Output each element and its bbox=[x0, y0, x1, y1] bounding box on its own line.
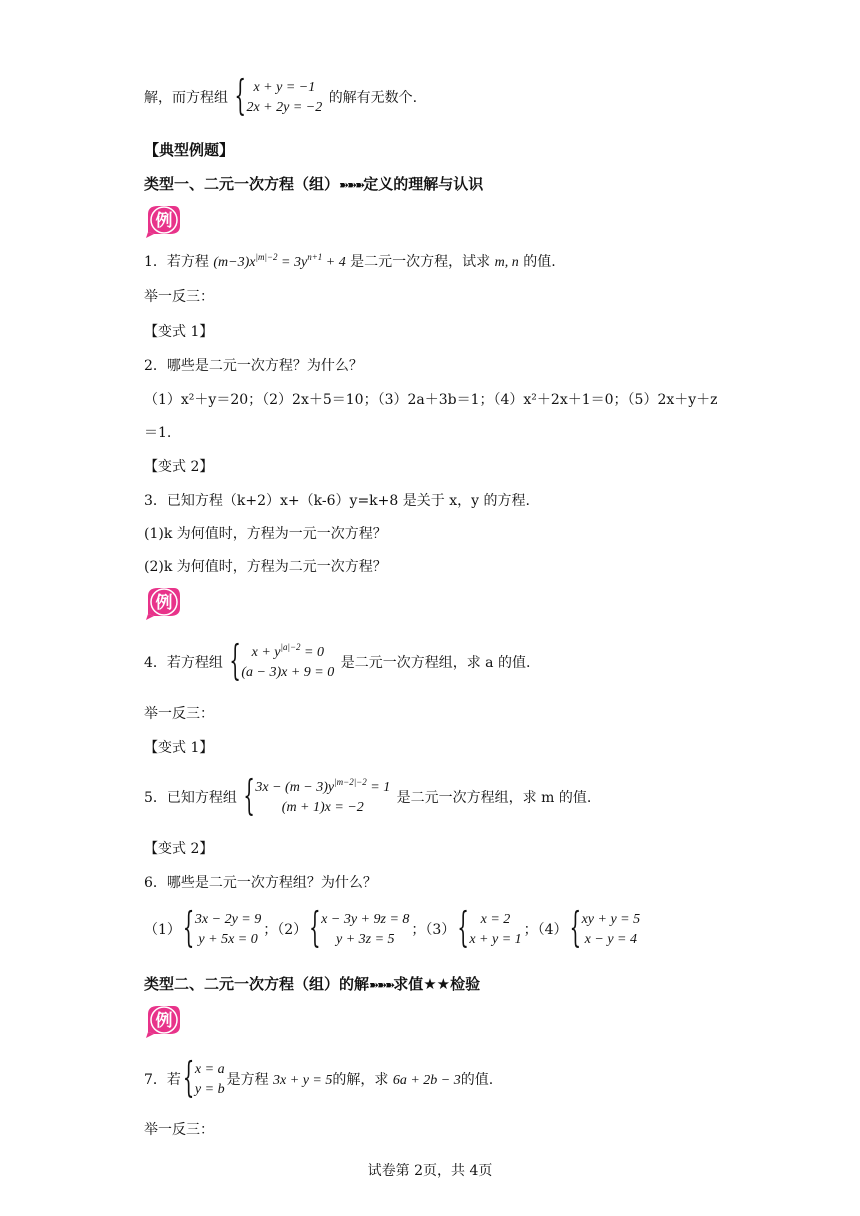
q5-system: { $3x - (m - 3)y^{|m-2|-2} = 1$ (m + 1)x = −2 bbox=[243, 772, 391, 821]
type1-tail: 定义的理解与认识 bbox=[363, 175, 484, 193]
q7-eq: 3x + y = 5 bbox=[273, 1073, 333, 1088]
q6-system-3: { x = 2 x + y = 1 bbox=[457, 904, 522, 953]
intro-line bbox=[144, 72, 418, 121]
q7-expr: 6a + 2b − 3 bbox=[392, 1073, 461, 1088]
jyfs-1: 举一反三： bbox=[144, 289, 214, 305]
q6-system-1: { 3x − 2y = 9 y + 5x = 0 bbox=[182, 904, 262, 953]
jyfs-3: 举一反三： bbox=[144, 1122, 214, 1138]
q6-eq: x − y = 4 bbox=[584, 932, 637, 947]
q6-items bbox=[144, 904, 642, 953]
q6-eq: y + 3z = 5 bbox=[336, 932, 395, 947]
question-4 bbox=[144, 637, 531, 686]
page-footer: 试卷第 2页，共 4页 bbox=[367, 1163, 493, 1179]
type1-heading bbox=[144, 174, 483, 195]
question-1 bbox=[144, 252, 556, 273]
q3-part2: (2)k 为何值时，方程为二元一次方程？ bbox=[144, 559, 387, 575]
q4-eq1: $x + y^{|a|-2} = 0$ bbox=[251, 642, 324, 660]
intro-suffix: 的解有无数个. bbox=[328, 90, 418, 106]
q7-num: 7．若 bbox=[144, 1072, 181, 1088]
q2-items: （1）x²＋y＝20；（2）2x＋5＝10；（3）2a＋3b＝1；（4）x²＋2x＋1＝0；（5）2x＋y＋z bbox=[144, 392, 718, 408]
badge-label: 例 bbox=[155, 211, 173, 231]
q6-item-label: （3） bbox=[425, 922, 456, 938]
type2-mid: 求值 bbox=[393, 975, 424, 993]
example-badge-icon bbox=[144, 586, 182, 620]
badge-label: 例 bbox=[155, 593, 173, 613]
question-3: 3．已知方程（k+2）x+（k-6）y=k+8 是关于 x，y 的方程. bbox=[144, 493, 530, 509]
q4-num: 4．若方程组 bbox=[144, 655, 223, 671]
q7-end: 的值. bbox=[460, 1072, 494, 1088]
q6-item-label: （4） bbox=[537, 922, 568, 938]
intro-eq2: 2x + 2y = −2 bbox=[246, 100, 323, 115]
variant-2-label: 【变式 2】 bbox=[144, 459, 214, 475]
star-icon: ★★ bbox=[423, 975, 451, 993]
variant-1-label: 【变式 1】 bbox=[144, 740, 214, 756]
q6-sep: ； bbox=[411, 922, 426, 938]
arrows-icon: ➽➽➽ bbox=[369, 978, 394, 992]
example-badge-icon bbox=[144, 204, 182, 238]
q1-tail: 是二元一次方程，试求 bbox=[350, 254, 491, 270]
q6-system-4: { xy + y = 5 x − y = 4 bbox=[569, 904, 641, 953]
q6-item-label: （1） bbox=[144, 922, 181, 938]
q4-eq2: (a − 3)x + 9 = 0 bbox=[241, 665, 335, 680]
q6-item-label: （2） bbox=[277, 922, 308, 938]
q1-expr: $(m-3)x^{|m|-2} = 3y^{n+1} + 4$ bbox=[213, 252, 346, 270]
q5-num: 5．已知方程组 bbox=[144, 790, 237, 806]
q6-eq: xy + y = 5 bbox=[581, 912, 641, 927]
intro-prefix: 解，而方程组 bbox=[144, 90, 228, 106]
type2-title: 类型二、二元一次方程（组）的解 bbox=[144, 975, 370, 993]
example-badge-icon bbox=[144, 1004, 182, 1038]
question-5 bbox=[144, 772, 592, 821]
q4-tail: 是二元一次方程组，求 a 的值. bbox=[340, 655, 531, 671]
q4-system: { $x + y^{|a|-2} = 0$ (a − 3)x + 9 = 0 bbox=[229, 637, 335, 686]
jyfs-2: 举一反三： bbox=[144, 706, 214, 722]
q6-eq: x − 3y + 9z = 8 bbox=[321, 912, 410, 927]
q6-eq: x = 2 bbox=[480, 912, 511, 927]
badge-label: 例 bbox=[155, 1011, 173, 1031]
q6-eq: 3x − 2y = 9 bbox=[194, 912, 262, 927]
q6-sep: ； bbox=[263, 922, 278, 938]
intro-system: { x + y = −1 2x + 2y = −2 bbox=[234, 72, 323, 121]
section-header: 【典型例题】 bbox=[144, 141, 235, 159]
q7-mid: 是方程 bbox=[226, 1072, 269, 1088]
q6-system-2: { x − 3y + 9z = 8 y + 3z = 5 bbox=[309, 904, 410, 953]
variant-2-label: 【变式 2】 bbox=[144, 841, 214, 857]
q7-system: { x = a y = b bbox=[182, 1054, 225, 1103]
variant-1-label: 【变式 1】 bbox=[144, 324, 214, 340]
q1-vars: m, n bbox=[494, 255, 519, 270]
question-7 bbox=[144, 1054, 494, 1103]
q5-tail: 是二元一次方程组，求 m 的值. bbox=[396, 790, 592, 806]
q2-items-end: ＝1. bbox=[144, 425, 172, 441]
q7-eq2: y = b bbox=[194, 1082, 225, 1097]
q3-part1: (1)k 为何值时，方程为一元一次方程？ bbox=[144, 526, 387, 542]
question-6: 6．哪些是二元一次方程组？为什么？ bbox=[144, 875, 377, 891]
q1-num: 1．若方程 bbox=[144, 254, 209, 270]
q6-eq: y + 5x = 0 bbox=[198, 932, 258, 947]
q7-eq1: x = a bbox=[194, 1062, 225, 1077]
question-2: 2．哪些是二元一次方程？为什么？ bbox=[144, 358, 363, 374]
type2-tail: 检验 bbox=[450, 975, 481, 993]
q6-sep: ； bbox=[523, 922, 538, 938]
arrows-icon: ➽➽➽ bbox=[339, 178, 364, 192]
q7-mid2: 的解，求 bbox=[332, 1072, 389, 1088]
q1-end: 的值. bbox=[523, 254, 556, 270]
type2-heading bbox=[144, 974, 480, 995]
q5-eq1: $3x - (m - 3)y^{|m-2|-2} = 1$ bbox=[255, 777, 391, 795]
q5-eq2: (m + 1)x = −2 bbox=[281, 800, 364, 815]
q6-eq: x + y = 1 bbox=[469, 932, 522, 947]
type1-title: 类型一、二元一次方程（组） bbox=[144, 175, 340, 193]
intro-eq1: x + y = −1 bbox=[253, 80, 316, 95]
